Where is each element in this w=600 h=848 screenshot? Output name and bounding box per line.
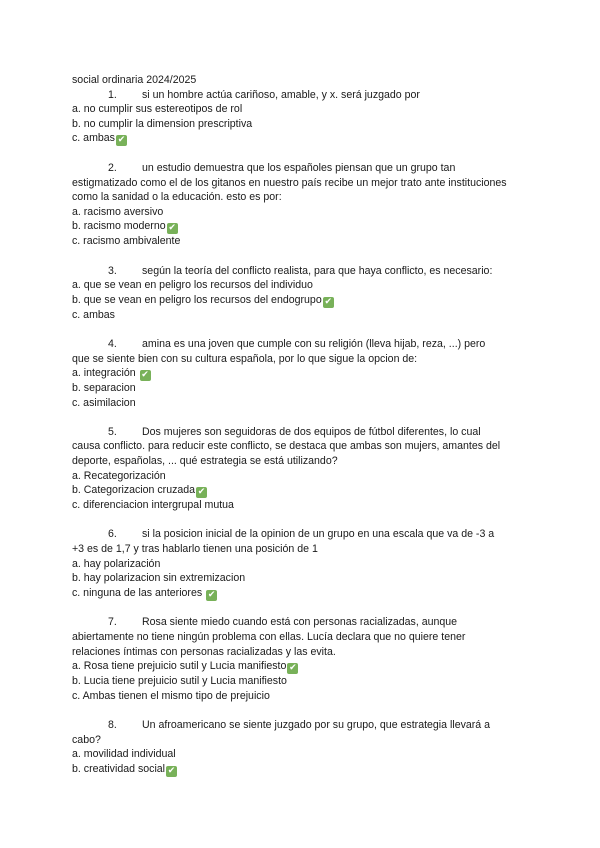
answer-option: c. racismo ambivalente — [72, 235, 181, 248]
document-title: social ordinaria 2024/2025 — [72, 74, 197, 86]
answer-option: c. asimilacion — [72, 396, 136, 409]
question-stem-line: +3 es de 1,7 y tras hablarlo tienen una posición de 1 — [72, 543, 318, 556]
question-number: 4. — [108, 337, 117, 350]
question-stem-line: 2. un estudio demuestra que los españoles piensan que un grupo tan — [72, 161, 532, 176]
question-stem-line: abiertamente no tiene ningún problema con ellas. Lucía declara que no quiere tener — [72, 631, 466, 643]
question-stem-line: causa conflicto. para reducir este conflicto, se destaca que ambas son mujers, amantes del — [72, 440, 501, 453]
question-stem-line: relaciones íntimas con personas racializadas y las evita. — [72, 645, 336, 658]
answer-option: b. separacion — [72, 382, 136, 395]
answer-option: a. hay polarización — [72, 557, 161, 570]
question-block — [72, 425, 532, 513]
check-mark-icon: ✔ — [141, 370, 149, 381]
answer-option: a. que se vean en peligro los recursos del individuo — [72, 279, 313, 292]
question-stem-line: 3. según la teoría del conflicto realista, para que haya conflicto, es necesario: — [72, 264, 532, 279]
question-stem-line: cabo? — [72, 733, 101, 746]
answer-option: a. Recategorización — [72, 469, 166, 482]
question-block — [72, 88, 532, 147]
answer-option: b. creatividad social ✔ — [72, 762, 176, 776]
check-mark-icon: ✔ — [289, 663, 297, 674]
question-stem-line: como la sanidad o la educación. esto es por: — [72, 191, 282, 204]
answer-option: b. no cumplir la dimension prescriptiva — [72, 117, 253, 130]
answer-option: a. no cumplir sus estereotipos de rol — [72, 103, 243, 116]
question-number: 2. — [108, 161, 117, 174]
check-mark-icon: ✔ — [207, 589, 216, 600]
check-mark-icon: ✔ — [117, 135, 126, 146]
question-number: 3. — [108, 264, 117, 277]
question-stem-line: 1. si un hombre actúa cariñoso, amable, y x. será juzgado por — [72, 88, 532, 103]
question-stem-line: 8. Un afroamericano se siente juzgado por su grupo, que estrategia llevará a — [72, 718, 532, 733]
question-stem-line: 4. amina es una joven que cumple con su religión (lleva hijab, reza, ...) pero — [72, 337, 532, 352]
question-number: 5. — [108, 425, 117, 438]
document-page — [72, 73, 532, 777]
question-stem-line: 6. si la posicion inicial de la opinion de un grupo en una escala que va de -3 a — [72, 527, 532, 542]
answer-option: c. ambas ✔ — [72, 132, 126, 146]
question-block — [72, 615, 532, 703]
answer-option: c. ambas — [72, 308, 115, 321]
question-block — [72, 718, 532, 777]
answer-option: b. Lucia tiene prejuicio sutil y Lucia manifiesto — [72, 675, 287, 688]
check-mark-icon: ✔ — [168, 223, 176, 234]
question-stem-line: estigmatizado como el de los gitanos en nuestro país recibe un mejor trato ante instituciones — [72, 176, 507, 189]
question-number: 1. — [108, 88, 117, 101]
answer-option: b. que se vean en peligro los recursos del endogrupo ✔ — [72, 293, 332, 307]
question-block — [72, 161, 532, 249]
question-stem-line: que se siente bien con su cultura española, por lo que sigue la opcion de: — [72, 352, 418, 365]
question-stem-line: 5. Dos mujeres son seguidoras de dos equipos de fútbol diferentes, lo cual — [72, 425, 532, 440]
check-mark-icon: ✔ — [167, 765, 176, 776]
question-number: 7. — [108, 616, 117, 629]
answer-option: a. racismo aversivo — [72, 205, 164, 218]
question-block — [72, 527, 532, 600]
question-block — [72, 264, 532, 323]
question-number: 8. — [108, 718, 117, 731]
answer-option: c. diferenciacion intergrupal mutua — [72, 499, 234, 512]
check-mark-icon: ✔ — [324, 296, 332, 307]
question-stem-line: deporte, españolas, ... qué estrategia se está utilizando? — [72, 455, 338, 468]
answer-option: c. ninguna de las anteriores ✔ — [72, 586, 216, 600]
answer-option: b. Categorizacion cruzada ✔ — [72, 484, 206, 498]
question-stem-line: 7. Rosa siente miedo cuando está con personas racializadas, aunque — [72, 615, 532, 630]
answer-option: b. racismo moderno ✔ — [72, 220, 176, 234]
answer-option: b. hay polarizacion sin extremizacion — [72, 572, 246, 585]
question-block — [72, 337, 532, 410]
answer-option: c. Ambas tienen el mismo tipo de prejuicio — [72, 689, 270, 702]
check-mark-icon: ✔ — [197, 487, 206, 498]
answer-option: a. integración ✔ — [72, 367, 149, 381]
answer-option: a. Rosa tiene prejuicio sutil y Lucia manifiesto ✔ — [72, 660, 297, 674]
answer-option: a. movilidad individual — [72, 748, 176, 761]
question-number: 6. — [108, 528, 117, 541]
